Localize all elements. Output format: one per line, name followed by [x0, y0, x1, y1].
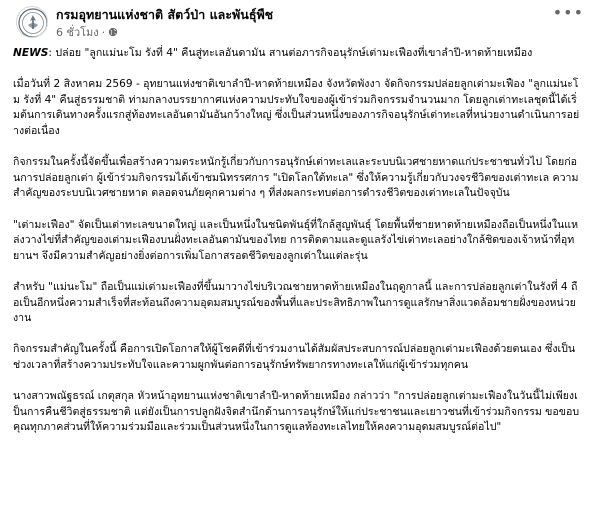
post-headline [13, 46, 580, 62]
post-paragraph-1: เมื่อวันที่ 2 สิงหาคม 2569 - อุทยานแห่งชาติเขาลำปี-หาดท้ายเหมือง จังหวัดพังงา จัดกิจกรรมปล่อยลูกเต่ามะเฟือง "ลูกแม่นะโม รังที่ 4" คืนสู่ธรรมชาติ ท่ามกลางบรรยากาศแห่งความประทับใจของผู้เข้าร่วมกิจกรรมจำนวนมาก โดยลูกเต่าทะเลชุดนี้ได้เริ่มต้นการเดินทางครั้งแรกสู่ท้องทะเลอันดามันอันกว้างใหญ่ ซึ่งเป็นส่วนหนึ่งของภารกิจอนุรักษ์เต่าทะเลที่หน่วยงานดำเนินการอย่างต่อเนื่อง [13, 78, 580, 137]
post-body [6, 40, 594, 436]
department-seal-icon [17, 7, 48, 38]
headline-text: : ปล่อย "ลูกแม่นะโม รังที่ 4" คืนสู่ทะเลอันดามัน สานต่อภารกิจอนุรักษ์เต่ามะเฟืองที่เขาลำปี-หาดท้ายเหมือง [48, 47, 533, 59]
more-horizontal-icon[interactable]: ••• [552, 3, 584, 22]
post-paragraph-3: "เต่ามะเฟือง" จัดเป็นเต่าทะเลขนาดใหญ่ และเป็นหนึ่งในชนิดพันธุ์ที่ใกล้สูญพันธุ์ โดยพื้นที่ชายหาดท้ายเหมืองถือเป็นหนึ่งในแหล่งวางไข่ที่สำคัญของเต่ามะเฟืองบนฝั่งทะเลอันดามันของไทย การติดตามและดูแลรังไข่เต่าทะเลอย่างใกล้ชิดของเจ้าหน้าที่อุทยานฯ จึงมีความสำคัญอย่างยิ่งต่อการเพิ่มโอกาสรอดชีวิตของลูกเต่าในแต่ละรุ่น [13, 218, 579, 262]
meta-separator: · [101, 25, 106, 39]
news-label: NEWS [13, 47, 49, 59]
post-paragraph-4: สำหรับ "แม่นะโม" ถือเป็นแม่เต่ามะเฟืองที่ขึ้นมาวางไข่บริเวณชายหาดท้ายเหมืองในฤดูกาลนี้ และการปล่อยลูกเต่าในรังที่ 4 ถือเป็นอีกหนึ่งความสำเร็จที่สะท้อนถึงความอุดมสมบูรณ์ของพื้นที่และประสิทธิภาพในการดูแลรักษาสิ่งแวดล้อมชายฝั่งของหน่วยงาน [13, 280, 578, 325]
post-header [6, 0, 594, 40]
post-paragraph-2: กิจกรรมในครั้งนี้จัดขึ้นเพื่อสร้างความตระหนักรู้เกี่ยวกับการอนุรักษ์เต่าทะเลและระบบนิเวศชายหาดแก่ประชาชนทั่วไป โดยก่อนการปล่อยลูกเต่า ผู้เข้าร่วมกิจกรรมได้เข้าชมนิทรรศการ "เปิดโลกใต้ทะเล" ซึ่งให้ความรู้เกี่ยวกับวงจรชีวิตของเต่าทะเล ความสำคัญของระบบนิเวศชายหาด ตลอดจนภัยคุกคามต่าง ๆ ที่ส่งผลกระทบต่อการดำรงชีวิตของเต่าทะเลในปัจจุบัน [13, 156, 579, 200]
post-time[interactable]: 6 ชั่วโมง [56, 26, 99, 39]
post-paragraph-6: นางสาวพณัฐธรณ์ เกตุสกุล หัวหน้าอุทยานแห่งชาติเขาลำปี-หาดท้ายเหมือง กล่าวว่า "การปล่อยลูกเต่ามะเฟืองในวันนี้ไม่เพียงเป็นการคืนชีวิตสู่ธรรมชาติ แต่ยังเป็นการปลูกฝังจิตสำนึกด้านการอนุรักษ์ให้แก่ประชาชนและเยาวชนที่เข้าร่วมกิจกรรม ขอขอบคุณทุกภาคส่วนที่ให้ความร่วมมือและร่วมเป็นส่วนหนึ่งในการดูแลท้องทะเลไทยให้คงความอุดมสมบูรณ์ต่อไป" [13, 390, 580, 434]
globe-icon [108, 27, 118, 37]
post-paragraph-5: กิจกรรมสำคัญในครั้งนี้ คือการเปิดโอกาสให้ผู้โชคดีที่เข้าร่วมงานได้สัมผัสประสบการณ์ปล่อยลูกเต่ามะเฟืองด้วยตนเอง ซึ่งเป็นช่วงเวลาที่สร้างความประทับใจและความผูกพันต่อการอนุรักษ์ทรัพยากรทางทะเลให้แก่ผู้เข้าร่วมทุกคน [13, 343, 576, 371]
page-name[interactable]: กรมอุทยานแห่งชาติ สัตว์ป่า และพันธุ์พืช [56, 7, 274, 22]
post-meta [56, 23, 118, 41]
page-avatar[interactable] [16, 6, 48, 38]
